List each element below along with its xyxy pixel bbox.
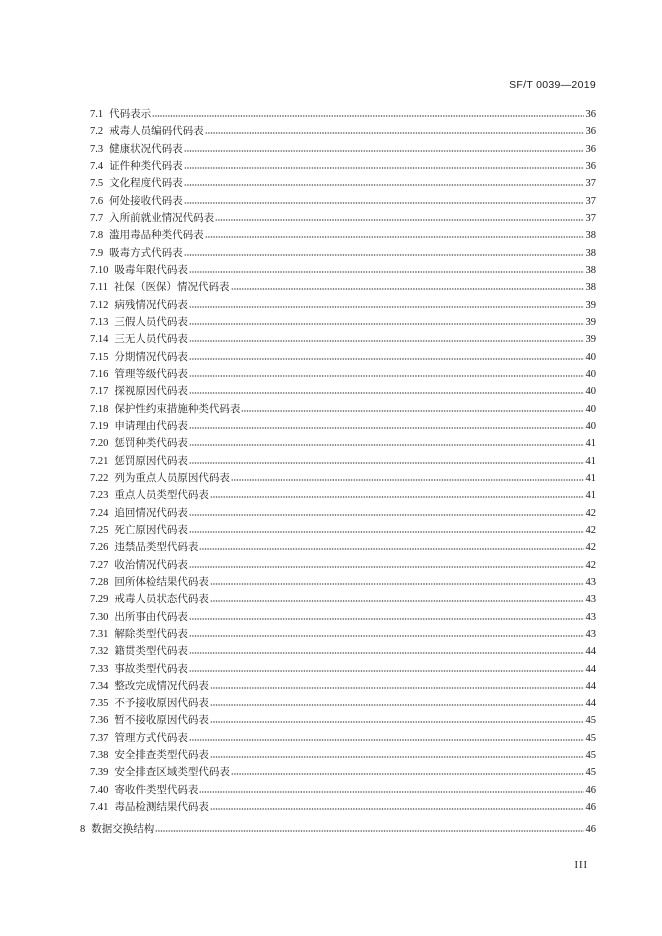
toc-entry-page: 40 — [585, 403, 596, 415]
toc-entry-number: 7.14 — [90, 334, 109, 346]
toc-entry-number: 7.40 — [90, 784, 109, 796]
toc-entry-number: 7.21 — [90, 455, 109, 467]
toc-dot-leader — [210, 600, 584, 602]
toc-entry — [80, 557, 596, 574]
toc-entry — [80, 418, 596, 435]
toc-entry-title: 入所前就业情况代码表 — [109, 212, 215, 224]
toc-entry-page: 37 — [585, 212, 596, 224]
toc-entry-page: 46 — [585, 802, 596, 814]
toc-dot-leader — [210, 687, 584, 689]
toc-dot-leader — [210, 756, 584, 758]
toc-entry-number: 7.13 — [90, 316, 109, 328]
toc-entry-title: 收治情况代码表 — [114, 559, 188, 571]
toc-entry-number: 7.18 — [90, 403, 109, 415]
toc-dot-leader — [152, 115, 583, 117]
toc-entry-page: 45 — [585, 715, 596, 727]
toc-entry-page: 40 — [585, 368, 596, 380]
toc-entry-number: 7.29 — [90, 594, 109, 606]
toc-entry-title: 滥用毒品种类代码表 — [109, 230, 204, 242]
toc-entry — [80, 782, 596, 799]
toc-dot-leader — [210, 704, 584, 706]
toc-entry-page: 36 — [585, 143, 596, 155]
toc-dot-leader — [184, 184, 584, 186]
toc-entry-page: 38 — [585, 230, 596, 242]
toc-dot-leader — [189, 323, 584, 325]
toc-dot-leader — [189, 271, 584, 273]
document-code-header: SF/T 0039—2019 — [509, 79, 596, 91]
toc-entry-title: 惩罚原因代码表 — [114, 455, 188, 467]
toc-entry — [80, 175, 596, 192]
toc-entry — [80, 383, 596, 400]
toc-entry-title: 代码表示 — [109, 109, 152, 120]
toc-entry-page: 39 — [585, 334, 596, 346]
toc-entry — [80, 661, 596, 678]
toc-entry-page: 43 — [585, 611, 596, 623]
toc-entry-title: 死亡原因代码表 — [114, 524, 188, 536]
toc-dot-leader — [189, 306, 584, 308]
toc-entry-title: 不予接收原因代码表 — [114, 698, 209, 710]
toc-entry-title: 保护性约束措施种类代码表 — [114, 403, 241, 415]
toc-entry-page: 43 — [585, 628, 596, 640]
toc-entry-number: 7.19 — [90, 420, 109, 432]
toc-entry-number: 8 — [80, 824, 86, 836]
toc-entry-page: 41 — [585, 490, 596, 502]
toc-entry-number: 7.20 — [90, 438, 109, 450]
toc-entry-page: 38 — [585, 247, 596, 259]
toc-entry-number: 7.17 — [90, 386, 109, 398]
toc-entry-number: 7.10 — [90, 264, 109, 276]
toc-entry-number: 7.35 — [90, 698, 109, 710]
toc-entry — [80, 227, 596, 244]
toc-dot-leader — [210, 721, 584, 723]
toc-entry-title: 吸毒年限代码表 — [114, 264, 188, 276]
toc-dot-leader — [189, 635, 584, 637]
toc-entry — [80, 764, 596, 781]
toc-dot-leader — [241, 410, 583, 412]
toc-entry-page: 38 — [585, 264, 596, 276]
toc-entry-page: 46 — [585, 824, 596, 836]
toc-entry-number: 7.1 — [90, 109, 104, 120]
toc-dot-leader — [210, 808, 584, 810]
toc-dot-leader — [199, 548, 583, 550]
toc-entry — [80, 522, 596, 539]
toc-entry — [80, 366, 596, 383]
toc-dot-leader — [189, 531, 584, 533]
toc-entry-page: 40 — [585, 386, 596, 398]
toc-entry-title: 分期情况代码表 — [114, 351, 188, 363]
toc-entry — [80, 574, 596, 591]
toc-entry — [80, 141, 596, 158]
toc-entry-title: 三假人员代码表 — [114, 316, 188, 328]
toc-entry — [80, 158, 596, 175]
toc-entry-number: 7.34 — [90, 680, 109, 692]
toc-entry-number: 7.37 — [90, 732, 109, 744]
toc-entry-number: 7.15 — [90, 351, 109, 363]
toc-entry-page: 44 — [585, 663, 596, 675]
toc-entry-page: 45 — [585, 732, 596, 744]
page-number-footer: III — [574, 860, 588, 871]
toc-entry-page: 44 — [585, 680, 596, 692]
toc-entry — [80, 821, 596, 838]
toc-entry-page: 42 — [585, 507, 596, 519]
toc-entry-title: 回所体检结果代码表 — [114, 576, 209, 588]
toc-entry-number: 7.38 — [90, 750, 109, 762]
toc-entry-title: 文化程度代码表 — [109, 178, 183, 190]
toc-dot-leader — [231, 479, 584, 481]
toc-dot-leader — [189, 392, 584, 394]
toc-dot-leader — [189, 358, 584, 360]
toc-dot-leader — [189, 670, 584, 672]
toc-entry-number: 7.11 — [90, 282, 108, 294]
toc-entry-title: 数据交换结构 — [91, 824, 155, 836]
toc-entry-page: 44 — [585, 646, 596, 658]
toc-entry — [80, 453, 596, 470]
toc-entry-number: 7.24 — [90, 507, 109, 519]
toc-entry — [80, 487, 596, 504]
toc-entry-title: 事故类型代码表 — [114, 663, 188, 675]
toc-entry-page: 41 — [585, 472, 596, 484]
toc-entry — [80, 678, 596, 695]
toc-entry — [80, 591, 596, 608]
toc-entry-title: 病残情况代码表 — [114, 299, 188, 311]
toc-entry-page: 39 — [585, 299, 596, 311]
toc-entry — [80, 297, 596, 314]
toc-entry-number: 7.23 — [90, 490, 109, 502]
toc-dot-leader — [184, 202, 584, 204]
toc-entry-number: 7.25 — [90, 524, 109, 536]
toc-entry-page: 45 — [585, 750, 596, 762]
toc-entry — [80, 470, 596, 487]
toc-entry-number: 7.5 — [90, 178, 104, 190]
toc-dot-leader — [189, 566, 584, 568]
toc-dot-leader — [231, 773, 584, 775]
toc-entry-page: 40 — [585, 420, 596, 432]
toc-entry-number: 7.8 — [90, 230, 104, 242]
toc-entry — [80, 609, 596, 626]
toc-entry-page: 37 — [585, 178, 596, 190]
toc-entry-page: 43 — [585, 594, 596, 606]
toc-dot-leader — [189, 427, 584, 429]
toc-entry-number: 7.6 — [90, 195, 104, 207]
toc-entry-page: 43 — [585, 576, 596, 588]
toc-dot-leader — [189, 340, 584, 342]
table-of-contents — [80, 106, 596, 839]
toc-entry-number: 7.30 — [90, 611, 109, 623]
toc-entry-title: 何处接收代码表 — [109, 195, 183, 207]
toc-dot-leader — [210, 496, 584, 498]
toc-entry-number: 7.27 — [90, 559, 109, 571]
toc-entry-page: 46 — [585, 784, 596, 796]
toc-entry-title: 健康状况代码表 — [109, 143, 183, 155]
toc-entry-page: 36 — [585, 126, 596, 138]
toc-entry-title: 重点人员类型代码表 — [114, 490, 209, 502]
toc-entry-page: 41 — [585, 455, 596, 467]
toc-entry-number: 7.16 — [90, 368, 109, 380]
toc-entry-number: 7.7 — [90, 212, 104, 224]
toc-entry-title: 出所事由代码表 — [114, 611, 188, 623]
toc-entry — [80, 349, 596, 366]
toc-entry — [80, 106, 596, 123]
toc-entry — [80, 314, 596, 331]
toc-dot-leader — [184, 254, 584, 256]
toc-entry-page: 37 — [585, 195, 596, 207]
toc-entry-title: 申请理由代码表 — [114, 420, 188, 432]
toc-entry — [80, 279, 596, 296]
toc-entry-page: 39 — [585, 316, 596, 328]
toc-entry-page: 40 — [585, 351, 596, 363]
toc-entry-title: 籍贯类型代码表 — [114, 646, 188, 658]
toc-entry-number: 7.39 — [90, 767, 109, 779]
toc-entry-title: 戒毒人员状态代码表 — [114, 594, 209, 606]
toc-entry-number: 7.36 — [90, 715, 109, 727]
toc-entry-number: 7.26 — [90, 542, 109, 554]
toc-entry — [80, 539, 596, 556]
toc-entry — [80, 435, 596, 452]
toc-entry — [80, 123, 596, 140]
toc-entry-title: 吸毒方式代码表 — [109, 247, 183, 259]
toc-entry-title: 整改完成情况代码表 — [114, 680, 209, 692]
toc-entry-number: 7.28 — [90, 576, 109, 588]
toc-entry-page: 36 — [585, 109, 596, 120]
toc-dot-leader — [205, 132, 584, 134]
toc-dot-leader — [155, 830, 583, 832]
toc-entry-page: 38 — [585, 282, 596, 294]
toc-dot-leader — [199, 791, 583, 793]
toc-entry-title: 安全排查区域类型代码表 — [114, 767, 230, 779]
toc-entry-title: 安全排查类型代码表 — [114, 750, 209, 762]
toc-entry-number: 7.9 — [90, 247, 104, 259]
toc-entry-page: 45 — [585, 767, 596, 779]
toc-entry — [80, 401, 596, 418]
toc-entry-title: 管理方式代码表 — [114, 732, 188, 744]
toc-entry-title: 社保（医保）情况代码表 — [114, 282, 230, 294]
toc-entry-number: 7.22 — [90, 472, 109, 484]
toc-entry — [80, 643, 596, 660]
toc-entry — [80, 262, 596, 279]
toc-dot-leader — [189, 618, 584, 620]
toc-dot-leader — [215, 219, 583, 221]
toc-entry-title: 探视原因代码表 — [114, 386, 188, 398]
toc-entry — [80, 695, 596, 712]
toc-entry-title: 戒毒人员编码代码表 — [109, 126, 204, 138]
toc-entry — [80, 712, 596, 729]
toc-dot-leader — [189, 444, 584, 446]
toc-entry-page: 36 — [585, 160, 596, 172]
toc-entry — [80, 799, 596, 816]
toc-entry-title: 证件种类代码表 — [109, 160, 183, 172]
toc-entry — [80, 245, 596, 262]
toc-dot-leader — [184, 167, 584, 169]
toc-entry-title: 毒品检测结果代码表 — [114, 802, 209, 814]
toc-dot-leader — [210, 583, 584, 585]
toc-entry-title: 暂不接收原因代码表 — [114, 715, 209, 727]
toc-dot-leader — [205, 236, 584, 238]
toc-entry-title: 三无人员代码表 — [114, 334, 188, 346]
toc-dot-leader — [189, 514, 584, 516]
toc-entry — [80, 193, 596, 210]
toc-entry-page: 42 — [585, 524, 596, 536]
toc-entry-number: 7.3 — [90, 143, 104, 155]
toc-entry — [80, 331, 596, 348]
toc-entry-page: 42 — [585, 559, 596, 571]
toc-entry-number: 7.33 — [90, 663, 109, 675]
toc-entry-number: 7.31 — [90, 628, 109, 640]
toc-dot-leader — [189, 375, 584, 377]
toc-dot-leader — [184, 150, 584, 152]
toc-entry-title: 解除类型代码表 — [114, 628, 188, 640]
toc-dot-leader — [189, 739, 584, 741]
toc-entry-title: 列为重点人员原因代码表 — [114, 472, 230, 484]
toc-entry-page: 44 — [585, 698, 596, 710]
toc-entry-number: 7.41 — [90, 802, 109, 814]
toc-entry-page: 42 — [585, 542, 596, 554]
toc-entry-title: 寄收件类型代码表 — [114, 784, 199, 796]
toc-entry-title: 管理等级代码表 — [114, 368, 188, 380]
toc-dot-leader — [231, 288, 584, 290]
toc-entry-number: 7.12 — [90, 299, 109, 311]
toc-entry — [80, 747, 596, 764]
toc-entry-number: 7.2 — [90, 126, 104, 138]
toc-dot-leader — [189, 652, 584, 654]
toc-entry-title: 追回情况代码表 — [114, 507, 188, 519]
toc-entry — [80, 730, 596, 747]
toc-entry — [80, 626, 596, 643]
toc-entry-number: 7.4 — [90, 160, 104, 172]
toc-entry — [80, 505, 596, 522]
toc-entry-number: 7.32 — [90, 646, 109, 658]
toc-entry — [80, 210, 596, 227]
toc-dot-leader — [189, 462, 584, 464]
toc-entry-title: 惩罚种类代码表 — [114, 438, 188, 450]
toc-entry-page: 41 — [585, 438, 596, 450]
toc-entry-title: 违禁品类型代码表 — [114, 542, 199, 554]
